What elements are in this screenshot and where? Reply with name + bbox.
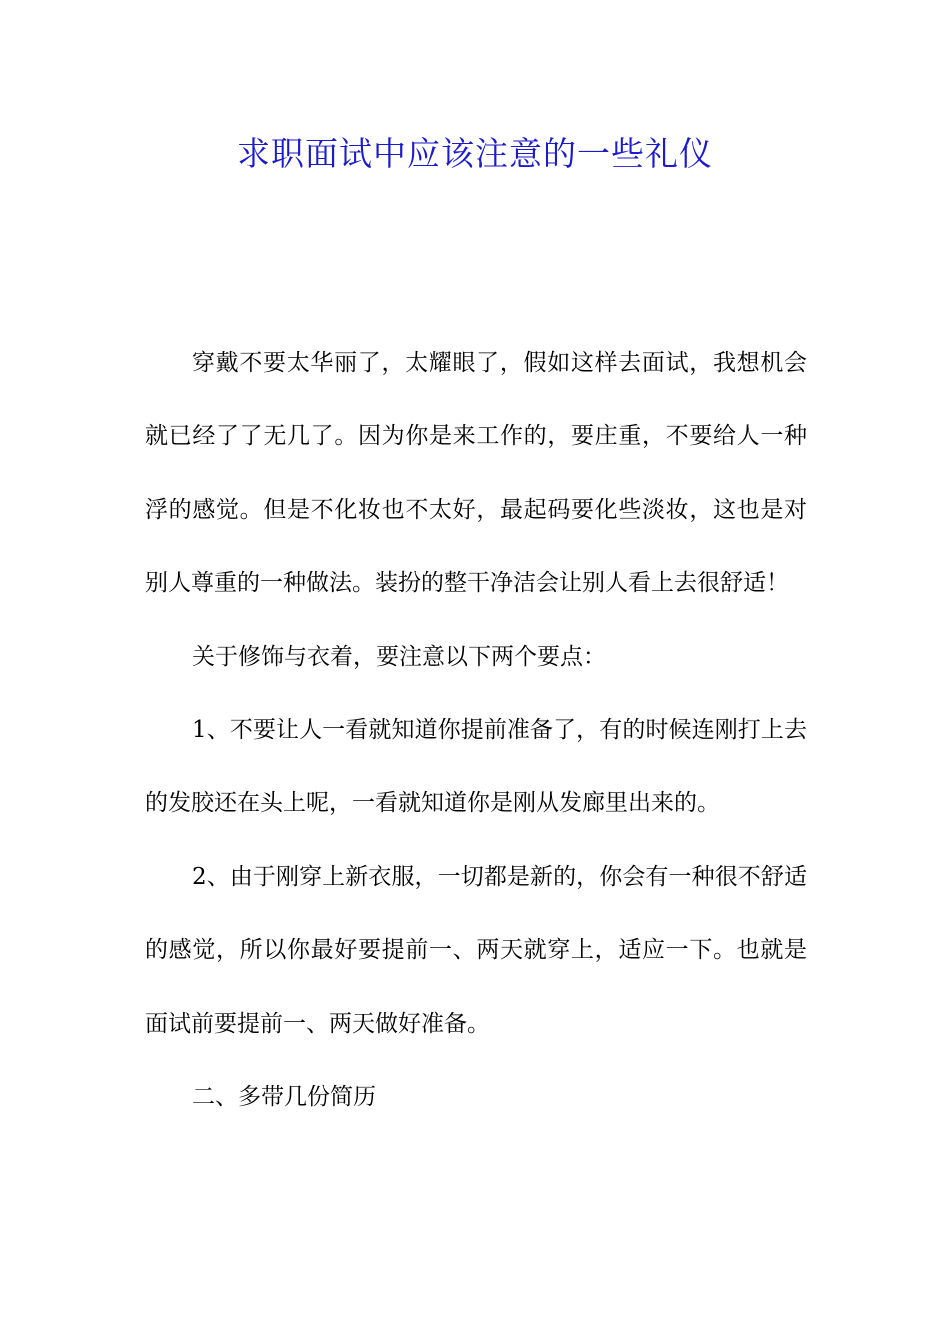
paragraph-attire: 穿戴不要太华丽了，太耀眼了，假如这样去面试，我想机会就已经了了无几了。因为你是来工作的，要庄重，不要给人一种浮的感觉。但是不化妆也不太好，最起码要化些淡妆，这也是对别人尊重的一种做法。装扮的整干净洁会让别人看上去很舒适！ bbox=[145, 350, 807, 597]
paragraph-grooming-intro: 关于修饰与衣着，要注意以下两个要点： bbox=[192, 643, 606, 670]
paragraph-point-1: 1、不要让人一看就知道你提前准备了，有的时候连刚打上去的发胶还在头上呢，一看就知道你是刚从发廊里出来的。 bbox=[145, 717, 807, 817]
document-title: 求职面试中应该注意的一些礼仪 bbox=[237, 134, 713, 173]
section-heading-resume: 二、多带几份简历 bbox=[192, 1084, 376, 1111]
paragraph-point-2: 2、由于刚穿上新衣服，一切都是新的，你会有一种很不舒适的感觉，所以你最好要提前一、两天就穿上，适应一下。也就是面试前要提前一、两天做好准备。 bbox=[145, 863, 807, 1037]
document-body bbox=[145, 327, 807, 1134]
